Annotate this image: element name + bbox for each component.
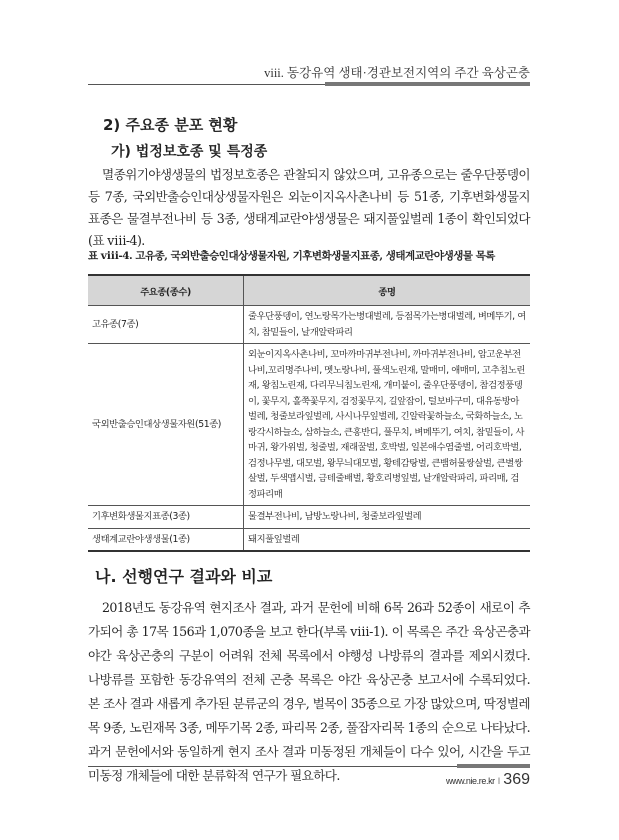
column-header: 종명 [244,275,531,306]
footer-url: www.nie.re.kr [445,776,495,786]
section-heading: 나. 선행연구 결과와 비교 [95,567,273,586]
footer-separator: I [497,776,501,786]
footer-rule [88,766,457,767]
header-rule-accent [325,82,530,86]
species-table [88,274,530,552]
category-cell: 고유종(7종) [88,306,244,344]
table-row [88,528,530,551]
page-footer [446,771,530,789]
category-cell: 국외반출승인대상생물자원(51종) [88,344,244,506]
table-row [88,306,530,344]
table-row [88,506,530,529]
species-cell: 외눈이지옥사촌나비, 꼬마까마귀부전나비, 까마귀부전나비, 암고운부전나비,꼬리명주나비, 멧노랑나비, 풀색노린재, 말매미, 애매미, 고추침노린재, 왕침노린재, 다리무늬침노린재, 개미붙이, 줄우단풍뎅이, 참검정풍뎅이, 꽃무지, 홀쭉꽃무지, 검정꽃무지, 길앞잡이, 털보바구미, 대유동방아벌레, 청줄보라잎벌레, 사시나무잎벌레, 긴알락꽃하늘소, 국화하늘소, 노랑각시하늘소, 삼하늘소, 큰홍반디, 풀무치, 벼메뚜기, 여치, 참밑들이, 사마귀, 왕가위벌, 청줄벌, 재래꿀벌, 호박벌, 일본애수염줄벌, 어리호박벌, 검정나무벌, 대모벌, 왕무늬대모벌, 황테감탕벌, 큰뱀허물쌍살벌, 큰별쌍살벌, 두색맵시벌, 금테줄배벌, 황호리병잎벌, 날개알락파리, 파리매, 검정파리매 [244,344,531,506]
category-cell: 기후변화생물지표종(3종) [88,506,244,529]
table-caption: 표 ⅷ-4. 고유종, 국외반출승인대상생물자원, 기후변화생물지표종, 생태계교란야생생물 목록 [88,250,495,262]
body-paragraph: 2018년도 동강유역 현지조사 결과, 과거 문헌에 비해 6목 26과 52종이 새로이 추가되어 총 17목 156과 1,070종을 보고 한다(부록 ⅷ-1). 이 목록은 주간 육상곤충과 야간 육상곤충의 구분이 어려워 전체 목록에서 야행성 나방류의 결과를 제외시켰다. 나방류를 포함한 동강유역의 전체 곤충 목록은 야간 육상곤충 보고서에 수록되었다. 본 조사 결과 새롭게 추가된 분류군의 경우, 벌목이 35종으로 가장 많았으며, 딱정벌레목 9종, 노린재목 3종, 메뚜기목 2종, 파리목 2종, 풀잠자리목 1종의 순으로 나타났다. 과거 문헌에서와 동일하게 현지 조사 결과 미동정된 개체들이 다수 있어, 시간을 두고 미동정 개체들에 대한 분류학적 연구가 필요하다. [88,600,530,783]
species-cell: 줄우단풍뎅이, 연노랑목가는병대벌레, 등점목가는병대벌레, 벼메뚜기, 여치, 참밑들이, 날개알락파리 [244,306,531,344]
body-paragraph: 멸종위기야생생물의 법정보호종은 관찰되지 않았으며, 고유종으로는 줄우단풍뎅이 등 7종, 국외반출승인대상생물자원은 외눈이지옥사촌나비 등 51종, 기후변화생물지표종은 물결부전나비 등 3종, 생태계교란야생생물은 돼지풀잎벌레 1종이 확인되었다(표 ⅷ-4). [88,167,530,248]
category-cell: 생태계교란야생생물(1종) [88,528,244,551]
column-header: 주요종(종수) [88,275,244,306]
footer-rule-accent [457,764,530,768]
subsection-heading: 가) 법정보호종 및 특정종 [111,144,268,160]
section-heading: 2) 주요종 분포 현황 [103,116,238,134]
running-header: viii. 동강유역 생태·경관보전지역의 주간 육상곤충 [264,66,530,80]
page-number: 369 [503,771,530,788]
species-cell: 돼지풀잎벌레 [244,528,531,551]
table-header-row [88,275,530,306]
species-cell: 물결부전나비, 남방노랑나비, 청줄보라잎벌레 [244,506,531,529]
table-row [88,344,530,506]
